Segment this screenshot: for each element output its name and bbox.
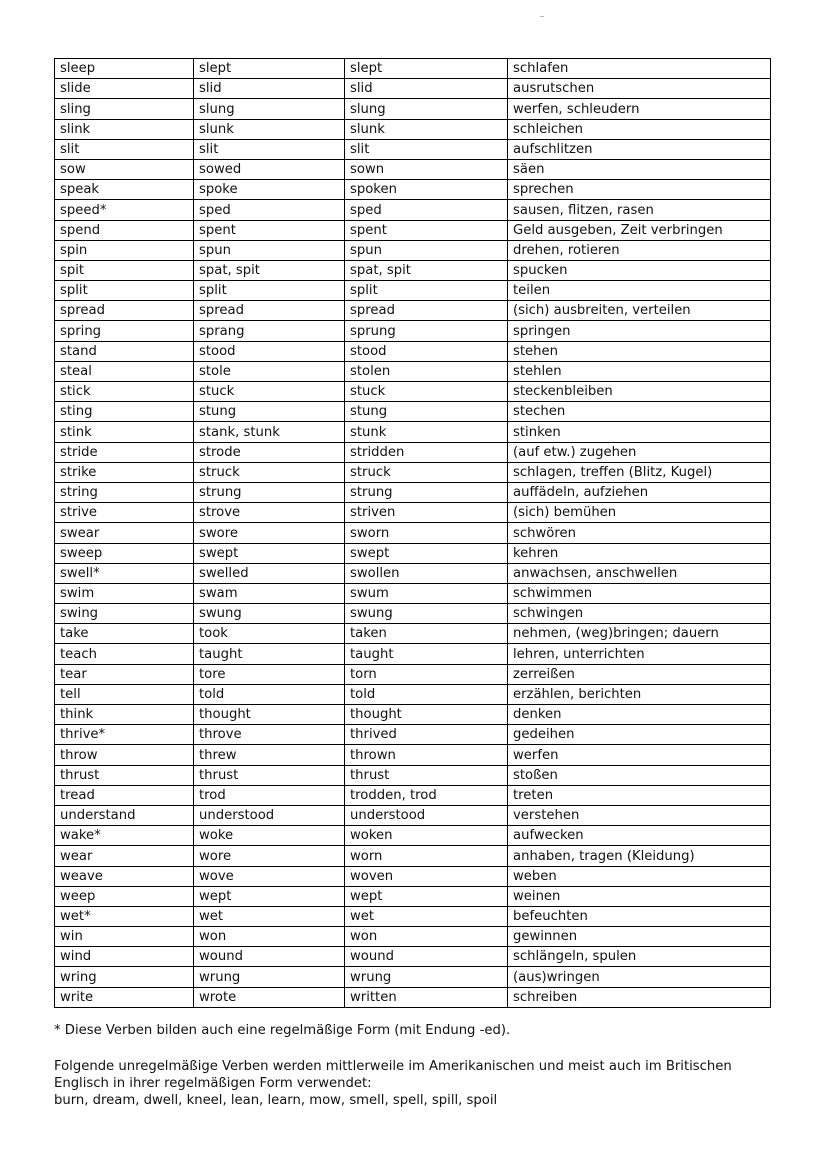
- table-row: [55, 79, 771, 99]
- infinitive-cell: spread: [55, 301, 194, 321]
- past-participle-cell: swollen: [345, 563, 508, 583]
- simple-past-cell: spread: [194, 301, 345, 321]
- simple-past-cell: swore: [194, 523, 345, 543]
- past-participle-cell: striven: [345, 503, 508, 523]
- past-participle-cell: trodden, trod: [345, 785, 508, 805]
- translation-cell: gedeihen: [508, 725, 771, 745]
- simple-past-cell: understood: [194, 805, 345, 825]
- simple-past-cell: slung: [194, 99, 345, 119]
- simple-past-cell: won: [194, 927, 345, 947]
- simple-past-cell: swelled: [194, 563, 345, 583]
- past-participle-cell: spun: [345, 240, 508, 260]
- infinitive-cell: stick: [55, 382, 194, 402]
- translation-cell: zerreißen: [508, 664, 771, 684]
- infinitive-cell: steal: [55, 361, 194, 381]
- translation-cell: aufwecken: [508, 826, 771, 846]
- simple-past-cell: wrote: [194, 987, 345, 1007]
- infinitive-cell: speed*: [55, 200, 194, 220]
- translation-cell: werfen: [508, 745, 771, 765]
- table-row: [55, 382, 771, 402]
- table-row: [55, 644, 771, 664]
- simple-past-cell: woke: [194, 826, 345, 846]
- simple-past-cell: spun: [194, 240, 345, 260]
- table-row: [55, 967, 771, 987]
- infinitive-cell: wake*: [55, 826, 194, 846]
- past-participle-cell: thrust: [345, 765, 508, 785]
- translation-cell: denken: [508, 705, 771, 725]
- simple-past-cell: strove: [194, 503, 345, 523]
- table-row: [55, 99, 771, 119]
- infinitive-cell: win: [55, 927, 194, 947]
- simple-past-cell: swept: [194, 543, 345, 563]
- table-row: [55, 624, 771, 644]
- simple-past-cell: stole: [194, 361, 345, 381]
- translation-cell: treten: [508, 785, 771, 805]
- translation-cell: stechen: [508, 402, 771, 422]
- simple-past-cell: slid: [194, 79, 345, 99]
- past-participle-cell: slung: [345, 99, 508, 119]
- simple-past-cell: stung: [194, 402, 345, 422]
- table-row: [55, 684, 771, 704]
- simple-past-cell: taught: [194, 644, 345, 664]
- table-row: [55, 462, 771, 482]
- simple-past-cell: slit: [194, 139, 345, 159]
- infinitive-cell: string: [55, 482, 194, 502]
- simple-past-cell: wove: [194, 866, 345, 886]
- table-row: [55, 705, 771, 725]
- simple-past-cell: tore: [194, 664, 345, 684]
- table-row: [55, 503, 771, 523]
- infinitive-cell: slit: [55, 139, 194, 159]
- translation-cell: kehren: [508, 543, 771, 563]
- infinitive-cell: teach: [55, 644, 194, 664]
- past-participle-cell: spoken: [345, 180, 508, 200]
- past-participle-cell: wound: [345, 947, 508, 967]
- simple-past-cell: strode: [194, 442, 345, 462]
- translation-cell: stehen: [508, 341, 771, 361]
- infinitive-cell: sting: [55, 402, 194, 422]
- table-row: [55, 281, 771, 301]
- paragraph-line-2: Englisch in ihrer regelmäßigen Form verwendet:: [54, 1076, 372, 1091]
- infinitive-cell: spend: [55, 220, 194, 240]
- table-row: [55, 402, 771, 422]
- translation-cell: (sich) bemühen: [508, 503, 771, 523]
- table-row: [55, 442, 771, 462]
- past-participle-cell: told: [345, 684, 508, 704]
- simple-past-cell: throve: [194, 725, 345, 745]
- past-participle-cell: swept: [345, 543, 508, 563]
- table-row: [55, 664, 771, 684]
- infinitive-cell: wet*: [55, 906, 194, 926]
- infinitive-cell: swing: [55, 604, 194, 624]
- simple-past-cell: trod: [194, 785, 345, 805]
- past-participle-cell: struck: [345, 462, 508, 482]
- translation-cell: springen: [508, 321, 771, 341]
- simple-past-cell: stuck: [194, 382, 345, 402]
- simple-past-cell: slept: [194, 59, 345, 79]
- table-row: [55, 200, 771, 220]
- simple-past-cell: stank, stunk: [194, 422, 345, 442]
- translation-cell: schleichen: [508, 119, 771, 139]
- infinitive-cell: think: [55, 705, 194, 725]
- translation-cell: erzählen, berichten: [508, 684, 771, 704]
- infinitive-cell: slink: [55, 119, 194, 139]
- translation-cell: stinken: [508, 422, 771, 442]
- past-participle-cell: spent: [345, 220, 508, 240]
- table-row: [55, 180, 771, 200]
- notes-section: [54, 1022, 784, 1109]
- table-row: [55, 240, 771, 260]
- table-row: [55, 604, 771, 624]
- translation-cell: schlagen, treffen (Blitz, Kugel): [508, 462, 771, 482]
- simple-past-cell: thrust: [194, 765, 345, 785]
- infinitive-cell: wind: [55, 947, 194, 967]
- past-participle-cell: thrived: [345, 725, 508, 745]
- page-mark: [540, 16, 544, 17]
- past-participle-cell: written: [345, 987, 508, 1007]
- translation-cell: weben: [508, 866, 771, 886]
- table-row: [55, 583, 771, 603]
- table-row: [55, 927, 771, 947]
- past-participle-cell: won: [345, 927, 508, 947]
- past-participle-cell: understood: [345, 805, 508, 825]
- irregular-verbs-table: [54, 58, 771, 1008]
- table-row: [55, 523, 771, 543]
- past-participle-cell: torn: [345, 664, 508, 684]
- past-participle-cell: wrung: [345, 967, 508, 987]
- translation-cell: spucken: [508, 260, 771, 280]
- infinitive-cell: speak: [55, 180, 194, 200]
- infinitive-cell: stink: [55, 422, 194, 442]
- translation-cell: schwingen: [508, 604, 771, 624]
- past-participle-cell: sped: [345, 200, 508, 220]
- infinitive-cell: spit: [55, 260, 194, 280]
- simple-past-cell: spat, spit: [194, 260, 345, 280]
- translation-cell: sprechen: [508, 180, 771, 200]
- past-participle-cell: slept: [345, 59, 508, 79]
- simple-past-cell: spent: [194, 220, 345, 240]
- past-participle-cell: wept: [345, 886, 508, 906]
- translation-cell: gewinnen: [508, 927, 771, 947]
- simple-past-cell: wore: [194, 846, 345, 866]
- table-row: [55, 59, 771, 79]
- infinitive-cell: throw: [55, 745, 194, 765]
- table-row: [55, 482, 771, 502]
- translation-cell: schlafen: [508, 59, 771, 79]
- table-row: [55, 139, 771, 159]
- translation-cell: ausrutschen: [508, 79, 771, 99]
- translation-cell: nehmen, (weg)bringen; dauern: [508, 624, 771, 644]
- infinitive-cell: thrust: [55, 765, 194, 785]
- simple-past-cell: wept: [194, 886, 345, 906]
- translation-cell: schlängeln, spulen: [508, 947, 771, 967]
- past-participle-cell: worn: [345, 846, 508, 866]
- past-participle-cell: taken: [345, 624, 508, 644]
- simple-past-cell: spoke: [194, 180, 345, 200]
- translation-cell: drehen, rotieren: [508, 240, 771, 260]
- infinitive-cell: strive: [55, 503, 194, 523]
- past-participle-cell: strung: [345, 482, 508, 502]
- translation-cell: (auf etw.) zugehen: [508, 442, 771, 462]
- simple-past-cell: stood: [194, 341, 345, 361]
- infinitive-cell: stride: [55, 442, 194, 462]
- simple-past-cell: wet: [194, 906, 345, 926]
- table-row: [55, 543, 771, 563]
- simple-past-cell: strung: [194, 482, 345, 502]
- table-row: [55, 341, 771, 361]
- simple-past-cell: told: [194, 684, 345, 704]
- past-participle-cell: stuck: [345, 382, 508, 402]
- translation-cell: sausen, flitzen, rasen: [508, 200, 771, 220]
- table-row: [55, 846, 771, 866]
- table-row: [55, 301, 771, 321]
- translation-cell: befeuchten: [508, 906, 771, 926]
- past-participle-cell: stood: [345, 341, 508, 361]
- footnote: * Diese Verben bilden auch eine regelmäßige Form (mit Endung -ed).: [54, 1023, 511, 1038]
- infinitive-cell: sleep: [55, 59, 194, 79]
- past-participle-cell: split: [345, 281, 508, 301]
- table-row: [55, 361, 771, 381]
- simple-past-cell: struck: [194, 462, 345, 482]
- infinitive-cell: strike: [55, 462, 194, 482]
- infinitive-cell: wear: [55, 846, 194, 866]
- infinitive-cell: slide: [55, 79, 194, 99]
- simple-past-cell: wrung: [194, 967, 345, 987]
- past-participle-cell: stridden: [345, 442, 508, 462]
- translation-cell: anhaben, tragen (Kleidung): [508, 846, 771, 866]
- past-participle-cell: sown: [345, 159, 508, 179]
- translation-cell: stoßen: [508, 765, 771, 785]
- infinitive-cell: write: [55, 987, 194, 1007]
- infinitive-cell: swim: [55, 583, 194, 603]
- table-row: [55, 947, 771, 967]
- infinitive-cell: tread: [55, 785, 194, 805]
- table-row: [55, 745, 771, 765]
- simple-past-cell: wound: [194, 947, 345, 967]
- translation-cell: steckenbleiben: [508, 382, 771, 402]
- table-row: [55, 765, 771, 785]
- translation-cell: werfen, schleudern: [508, 99, 771, 119]
- past-participle-cell: spread: [345, 301, 508, 321]
- simple-past-cell: sowed: [194, 159, 345, 179]
- paragraph-line-1: Folgende unregelmäßige Verben werden mittlerweile im Amerikanischen und meist auch im Britischen: [54, 1059, 732, 1074]
- infinitive-cell: understand: [55, 805, 194, 825]
- translation-cell: Geld ausgeben, Zeit verbringen: [508, 220, 771, 240]
- translation-cell: verstehen: [508, 805, 771, 825]
- simple-past-cell: sprang: [194, 321, 345, 341]
- translation-cell: schwören: [508, 523, 771, 543]
- table-row: [55, 785, 771, 805]
- translation-cell: schreiben: [508, 987, 771, 1007]
- past-participle-cell: sworn: [345, 523, 508, 543]
- table-row: [55, 725, 771, 745]
- past-participle-cell: slid: [345, 79, 508, 99]
- translation-cell: (aus)wringen: [508, 967, 771, 987]
- table-row: [55, 906, 771, 926]
- past-participle-cell: stung: [345, 402, 508, 422]
- past-participle-cell: spat, spit: [345, 260, 508, 280]
- table-row: [55, 260, 771, 280]
- simple-past-cell: slunk: [194, 119, 345, 139]
- infinitive-cell: thrive*: [55, 725, 194, 745]
- table-row: [55, 805, 771, 825]
- infinitive-cell: spin: [55, 240, 194, 260]
- infinitive-cell: sling: [55, 99, 194, 119]
- table-row: [55, 826, 771, 846]
- infinitive-cell: weave: [55, 866, 194, 886]
- regularized-verb-list: burn, dream, dwell, kneel, lean, learn, mow, smell, spell, spill, spoil: [54, 1093, 498, 1108]
- infinitive-cell: tell: [55, 684, 194, 704]
- infinitive-cell: wring: [55, 967, 194, 987]
- simple-past-cell: split: [194, 281, 345, 301]
- past-participle-cell: slunk: [345, 119, 508, 139]
- past-participle-cell: swung: [345, 604, 508, 624]
- infinitive-cell: stand: [55, 341, 194, 361]
- table-row: [55, 119, 771, 139]
- past-participle-cell: stunk: [345, 422, 508, 442]
- past-participle-cell: stolen: [345, 361, 508, 381]
- table-row: [55, 987, 771, 1007]
- translation-cell: aufschlitzen: [508, 139, 771, 159]
- translation-cell: teilen: [508, 281, 771, 301]
- table-row: [55, 321, 771, 341]
- infinitive-cell: sweep: [55, 543, 194, 563]
- table-row: [55, 866, 771, 886]
- infinitive-cell: take: [55, 624, 194, 644]
- infinitive-cell: spring: [55, 321, 194, 341]
- translation-cell: lehren, unterrichten: [508, 644, 771, 664]
- translation-cell: säen: [508, 159, 771, 179]
- past-participle-cell: taught: [345, 644, 508, 664]
- translation-cell: weinen: [508, 886, 771, 906]
- translation-cell: stehlen: [508, 361, 771, 381]
- translation-cell: anwachsen, anschwellen: [508, 563, 771, 583]
- past-participle-cell: swum: [345, 583, 508, 603]
- translation-cell: (sich) ausbreiten, verteilen: [508, 301, 771, 321]
- table-row: [55, 563, 771, 583]
- translation-cell: schwimmen: [508, 583, 771, 603]
- infinitive-cell: swear: [55, 523, 194, 543]
- verbs-table-body: [55, 59, 771, 1008]
- past-participle-cell: woken: [345, 826, 508, 846]
- past-participle-cell: sprung: [345, 321, 508, 341]
- infinitive-cell: swell*: [55, 563, 194, 583]
- table-row: [55, 159, 771, 179]
- simple-past-cell: swung: [194, 604, 345, 624]
- translation-cell: auffädeln, aufziehen: [508, 482, 771, 502]
- infinitive-cell: weep: [55, 886, 194, 906]
- simple-past-cell: sped: [194, 200, 345, 220]
- simple-past-cell: took: [194, 624, 345, 644]
- table-row: [55, 422, 771, 442]
- simple-past-cell: thought: [194, 705, 345, 725]
- simple-past-cell: swam: [194, 583, 345, 603]
- table-row: [55, 886, 771, 906]
- infinitive-cell: tear: [55, 664, 194, 684]
- infinitive-cell: split: [55, 281, 194, 301]
- past-participle-cell: thrown: [345, 745, 508, 765]
- infinitive-cell: sow: [55, 159, 194, 179]
- past-participle-cell: thought: [345, 705, 508, 725]
- table-row: [55, 220, 771, 240]
- simple-past-cell: threw: [194, 745, 345, 765]
- past-participle-cell: woven: [345, 866, 508, 886]
- past-participle-cell: slit: [345, 139, 508, 159]
- past-participle-cell: wet: [345, 906, 508, 926]
